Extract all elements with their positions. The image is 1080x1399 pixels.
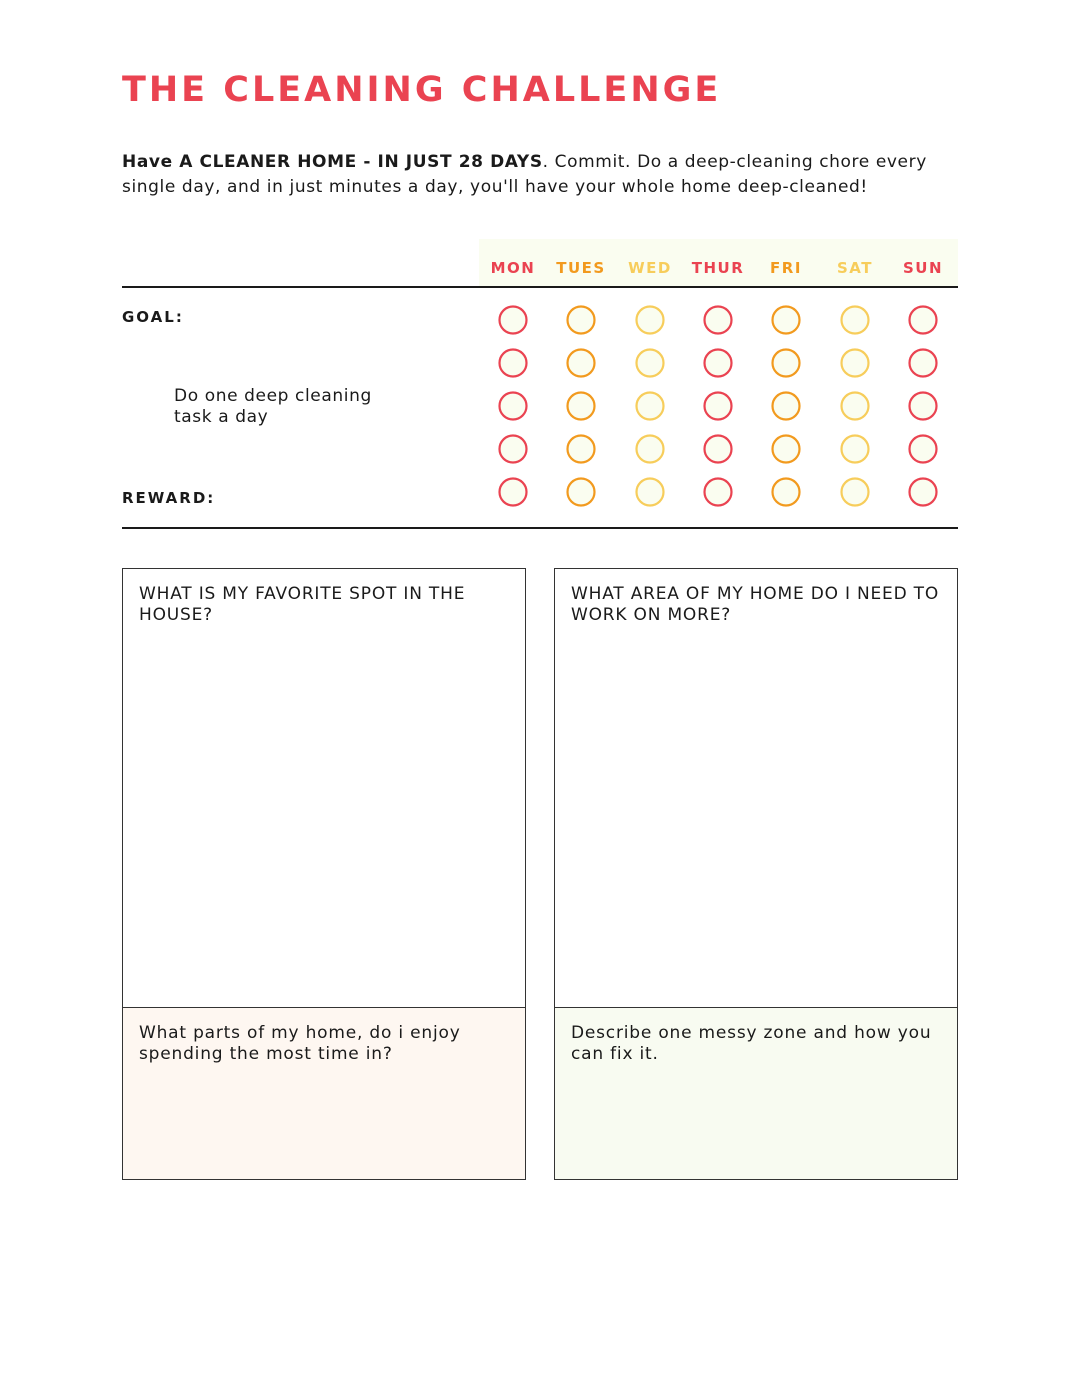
messy-zone-prompt: Describe one messy zone and how you can fix it. (571, 1023, 932, 1064)
check-circle-wed-1[interactable] (637, 307, 664, 334)
check-circle-sun-4[interactable] (910, 436, 937, 463)
day-label-fri: FRI (770, 259, 802, 277)
check-circle-sat-3[interactable] (842, 393, 869, 420)
check-circle-thur-5[interactable] (705, 479, 732, 506)
intro-body: . Commit. Do a deep-cleaning chore every single day, and in just minutes a day, you'll have your whole home deep-cleaned! (122, 152, 927, 197)
check-circle-wed-4[interactable] (637, 436, 664, 463)
check-circle-tues-2[interactable] (568, 350, 595, 377)
day-label-thur: THUR (691, 259, 745, 277)
check-circle-tues-4[interactable] (568, 436, 595, 463)
check-circle-sun-3[interactable] (910, 393, 937, 420)
reward-label: REWARD: (122, 489, 216, 507)
check-circle-mon-1[interactable] (500, 307, 527, 334)
day-label-sat: SAT (837, 259, 873, 277)
check-circle-sat-1[interactable] (842, 307, 869, 334)
check-circle-tues-1[interactable] (568, 307, 595, 334)
intro-paragraph (122, 150, 952, 200)
check-circle-sat-5[interactable] (842, 479, 869, 506)
day-label-wed: WED (628, 259, 672, 277)
tracker-bottom-rule (122, 527, 958, 529)
check-circle-mon-4[interactable] (500, 436, 527, 463)
check-circle-mon-2[interactable] (500, 350, 527, 377)
check-circle-thur-3[interactable] (705, 393, 732, 420)
check-circle-fri-4[interactable] (773, 436, 800, 463)
check-circle-sun-2[interactable] (910, 350, 937, 377)
check-circle-sun-5[interactable] (910, 479, 937, 506)
page-title: THE CLEANING CHALLENGE (122, 70, 722, 110)
check-circle-wed-3[interactable] (637, 393, 664, 420)
work-on-more-prompt: WHAT AREA OF MY HOME DO I NEED TO WORK ON MORE? (571, 584, 940, 625)
check-circle-mon-5[interactable] (500, 479, 527, 506)
goal-text: Do one deep cleaning task a day (174, 386, 372, 427)
check-circle-thur-1[interactable] (705, 307, 732, 334)
tracker-top-rule (122, 286, 958, 288)
check-circle-sat-2[interactable] (842, 350, 869, 377)
day-label-mon: MON (490, 259, 536, 277)
intro-lead: Have A CLEANER HOME - IN JUST 28 DAYS (122, 152, 543, 172)
check-circle-fri-2[interactable] (773, 350, 800, 377)
check-circle-tues-5[interactable] (568, 479, 595, 506)
check-circle-fri-1[interactable] (773, 307, 800, 334)
check-circle-thur-4[interactable] (705, 436, 732, 463)
day-label-sun: SUN (902, 259, 944, 277)
check-circle-wed-2[interactable] (637, 350, 664, 377)
favorite-spot-box[interactable] (122, 568, 526, 1008)
check-circle-wed-5[interactable] (637, 479, 664, 506)
day-label-tues: TUES (556, 259, 606, 277)
check-circle-sun-1[interactable] (910, 307, 937, 334)
favorite-spot-prompt: WHAT IS MY FAVORITE SPOT IN THE HOUSE? (139, 584, 466, 625)
work-on-more-box[interactable] (554, 568, 958, 1008)
goal-label: GOAL: (122, 308, 184, 326)
check-circle-fri-3[interactable] (773, 393, 800, 420)
check-circle-sat-4[interactable] (842, 436, 869, 463)
check-circle-thur-2[interactable] (705, 350, 732, 377)
enjoy-spending-prompt: What parts of my home, do i enjoy spending the most time in? (139, 1023, 461, 1064)
check-circle-fri-5[interactable] (773, 479, 800, 506)
check-circle-mon-3[interactable] (500, 393, 527, 420)
check-circle-tues-3[interactable] (568, 393, 595, 420)
